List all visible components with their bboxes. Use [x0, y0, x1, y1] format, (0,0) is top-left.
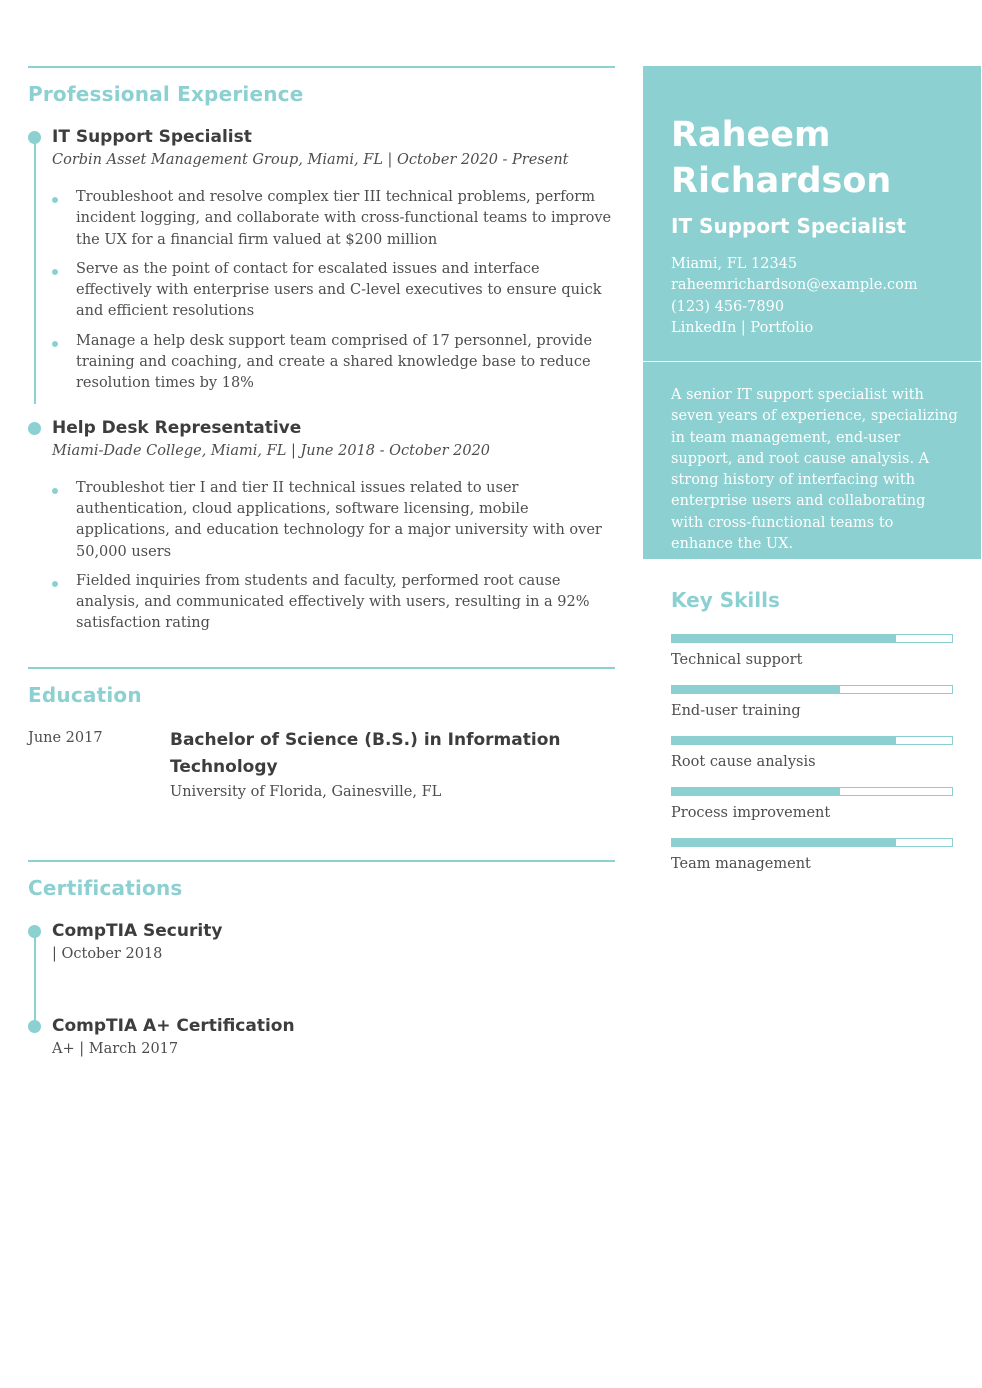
candidate-name — [671, 112, 891, 204]
education-entry — [28, 727, 615, 803]
bullet-item: Fielded inquiries from students and faculty, performed root cause analysis, and communicated effectively with users, resulting in a 92% satisfaction rating — [52, 571, 615, 635]
bullet-item: Manage a help desk support team comprised of 17 personnel, provide training and coaching, and create a shared knowledge base to reduce resolution times by 18% — [52, 331, 615, 395]
candidate-title: IT Support Specialist — [671, 214, 907, 238]
job-entry — [52, 417, 615, 635]
skill-item — [671, 838, 953, 874]
skill-level-fill — [672, 635, 896, 642]
skill-label: End-user training — [671, 703, 801, 719]
contact-info — [671, 254, 918, 339]
certification-name: CompTIA A+ Certification — [52, 1015, 295, 1036]
skill-label: Process improvement — [671, 805, 831, 821]
skill-level-fill — [672, 839, 896, 846]
section-divider — [28, 66, 615, 68]
summary-text: A senior IT support specialist with seven years of experience, specializing in team management, end-user support, and root cause analysis. A strong history of interfacing with enterprise users and collaborating with cross-functional teams to enhance the UX. — [671, 387, 958, 553]
job-bullets — [52, 187, 615, 395]
skill-level-bar — [671, 634, 953, 643]
certification-detail: | October 2018 — [52, 945, 163, 962]
job-bullets — [52, 478, 615, 635]
experience-timeline — [28, 126, 615, 635]
bullet-item: Troubleshoot and resolve complex tier III technical problems, perform incident logging, and collaborate with cross-functional teams to improve the UX for a financial firm valued at $200 million — [52, 187, 615, 251]
skill-level-bar — [671, 685, 953, 694]
contact-location: Miami, FL 12345 — [671, 256, 798, 272]
section-heading-skills: Key Skills — [671, 588, 780, 612]
skill-label: Root cause analysis — [671, 754, 816, 770]
timeline-dot-icon — [28, 1020, 41, 1033]
candidate-first-name: Raheem — [671, 115, 831, 155]
certification-detail: A+ | March 2017 — [52, 1040, 179, 1057]
certification-entry — [52, 1015, 615, 1060]
skills-section — [671, 588, 953, 889]
timeline-line — [34, 134, 36, 404]
education-date: June 2017 — [28, 729, 103, 746]
section-heading-education: Education — [28, 682, 142, 707]
section-heading-experience: Professional Experience — [28, 82, 304, 106]
skill-label: Technical support — [671, 652, 803, 668]
timeline-dot-icon — [28, 422, 41, 435]
certifications-section — [28, 860, 615, 1060]
skill-item — [671, 787, 953, 823]
section-divider — [28, 667, 615, 669]
candidate-last-name: Richardson — [671, 161, 892, 201]
skill-level-bar — [671, 787, 953, 796]
education-section — [28, 667, 615, 803]
timeline-dot-icon — [28, 131, 41, 144]
skill-item — [671, 736, 953, 772]
section-heading-certifications: Certifications — [28, 875, 183, 900]
education-school: University of Florida, Gainesville, FL — [170, 783, 442, 800]
education-degree-line1: Bachelor of Science (B.S.) in Information — [170, 729, 561, 750]
contact-email[interactable]: raheemrichardson@example.com — [671, 277, 918, 294]
job-company-dates: Corbin Asset Management Group, Miami, FL | October 2020 - Present — [52, 152, 569, 168]
skill-item — [671, 634, 953, 670]
summary-panel — [643, 362, 981, 559]
bullet-item: Serve as the point of contact for escalated issues and interface effectively with enterprise users and C-level executives to ensure quick and efficient resolutions — [52, 259, 615, 323]
skill-level-bar — [671, 838, 953, 847]
experience-section — [28, 66, 615, 635]
skill-level-fill — [672, 788, 840, 795]
skill-level-fill — [672, 737, 896, 744]
timeline-line — [34, 928, 36, 1023]
certification-name: CompTIA Security — [52, 920, 223, 941]
job-title: Help Desk Representative — [52, 417, 302, 438]
job-company-dates: Miami-Dade College, Miami, FL | June 2018 - October 2020 — [52, 442, 491, 459]
contact-links[interactable]: LinkedIn | Portfolio — [671, 319, 814, 336]
section-divider — [28, 860, 615, 862]
contact-phone: (123) 456-7890 — [671, 298, 785, 315]
job-title: IT Support Specialist — [52, 127, 252, 147]
skill-item — [671, 685, 953, 721]
timeline-dot-icon — [28, 925, 41, 938]
profile-header-panel — [643, 66, 981, 361]
certification-entry — [52, 920, 615, 965]
education-degree-line2: Technology — [170, 756, 278, 777]
certifications-timeline — [28, 920, 615, 1060]
skill-label: Team management — [671, 856, 811, 872]
bullet-item: Troubleshot tier I and tier II technical issues related to user authentication, cloud applications, software licensing, mobile applications, and education technology for a major university with over 50,000 users — [52, 478, 615, 563]
main-column — [28, 66, 615, 1060]
skill-level-bar — [671, 736, 953, 745]
job-entry — [52, 126, 615, 395]
skill-level-fill — [672, 686, 840, 693]
skills-list — [671, 634, 953, 874]
